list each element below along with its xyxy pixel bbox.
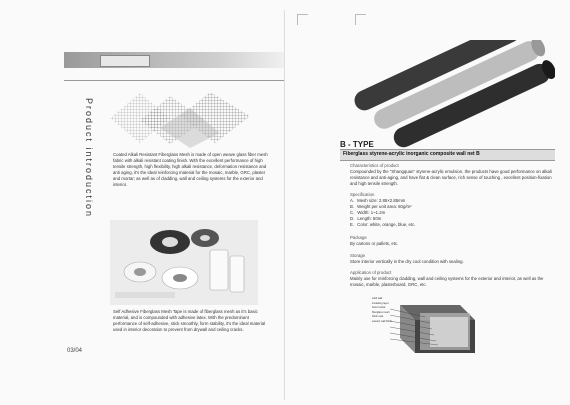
spec-item: C．Width: 1~1.2m xyxy=(350,210,386,215)
section-text: Compounded by the "Shangquan" styrene-acrylic emulsion, the products have good performance on alkali resistance and anti-aging, and have flat & clean surface, rich sense of touching , excellent position-fixation and high tensile strength. xyxy=(350,169,552,186)
page-number: 03/04 xyxy=(67,348,83,354)
section-heading: Specification xyxy=(350,192,375,197)
header-logo-badge xyxy=(100,55,150,67)
specification-section xyxy=(350,192,555,228)
section-heading: Application of product xyxy=(350,270,392,275)
diagram-label: solid wall xyxy=(372,297,383,300)
spec-item: D．Length: 50m xyxy=(350,216,382,221)
package-section xyxy=(350,235,555,247)
spec-item: B．Weight per unit area: 60g/m² xyxy=(350,204,412,209)
diagram-label: insulating layer xyxy=(372,301,389,305)
crop-mark xyxy=(355,14,366,25)
spec-list xyxy=(350,198,555,228)
mesh-tape-rolls-image xyxy=(110,220,258,305)
vertical-section-title: Product introduction xyxy=(84,98,94,219)
application-section xyxy=(350,270,555,288)
section-heading: Characteristics of product xyxy=(350,163,399,168)
crop-mark xyxy=(297,14,308,25)
diagram-label: fiberglass mesh xyxy=(372,310,390,314)
section-text: Mainly use for reinforcing cladding, wall and ceiling systems for the exterior and interior, as well as the mosaic, marble, plasterboard, GRC, etc. xyxy=(350,276,544,287)
diagram-label: bond mortar xyxy=(372,306,386,309)
diagram-labels xyxy=(372,297,392,324)
diagram-label: exterior wall finish xyxy=(372,319,392,323)
mesh-swatches-image xyxy=(100,88,260,148)
spec-item: A．Mesh size: 2.85×2.85mm xyxy=(350,198,406,203)
page-divider xyxy=(284,10,285,400)
product-title: Fiberglass styrene-acrylic inorganic composite wall net B xyxy=(343,151,480,157)
characteristics-section xyxy=(350,163,555,187)
section-heading: Package xyxy=(350,235,367,240)
diagram-label: finish coat xyxy=(372,315,384,318)
header-rule xyxy=(64,80,284,81)
mesh-rolls-image xyxy=(340,40,555,150)
section-heading: Storage xyxy=(350,253,366,258)
section-text: Store interior vertically in the dry cool condition with sealing. xyxy=(350,259,464,264)
spec-item: E．Color: white, orange, blue, etc. xyxy=(350,222,416,227)
header-bar xyxy=(64,52,284,68)
mesh-description: Coated Alkali Resistant Fiberglass Mesh is made of open weave glass fiber mesh fabric with alkali resistant coating finish. With the excellent performance of high tensile strength, high flexibility, high alkali resistance, deformation resistance and anti aging, it's the ideal reinforcing material for the mosaic, marble, GRC, plaster and mortar; as well as of cladding, wall and ceiling systems for the exterior and interior. xyxy=(113,152,268,187)
storage-section xyxy=(350,253,555,265)
section-text: By cartons or pallets, etc. xyxy=(350,241,399,246)
tape-description: Self Adhesive Fiberglass Mesh Tape is made of fiberglass mesh as it's basic material, and is compounded with adhesive latex. With the predominant performance of self-adhesive, stick smoothly, form stability, it's the ideal material used in interior decoration to prevent from drywall and ceiling cracks. xyxy=(113,309,266,332)
type-label: B - TYPE xyxy=(340,140,374,149)
